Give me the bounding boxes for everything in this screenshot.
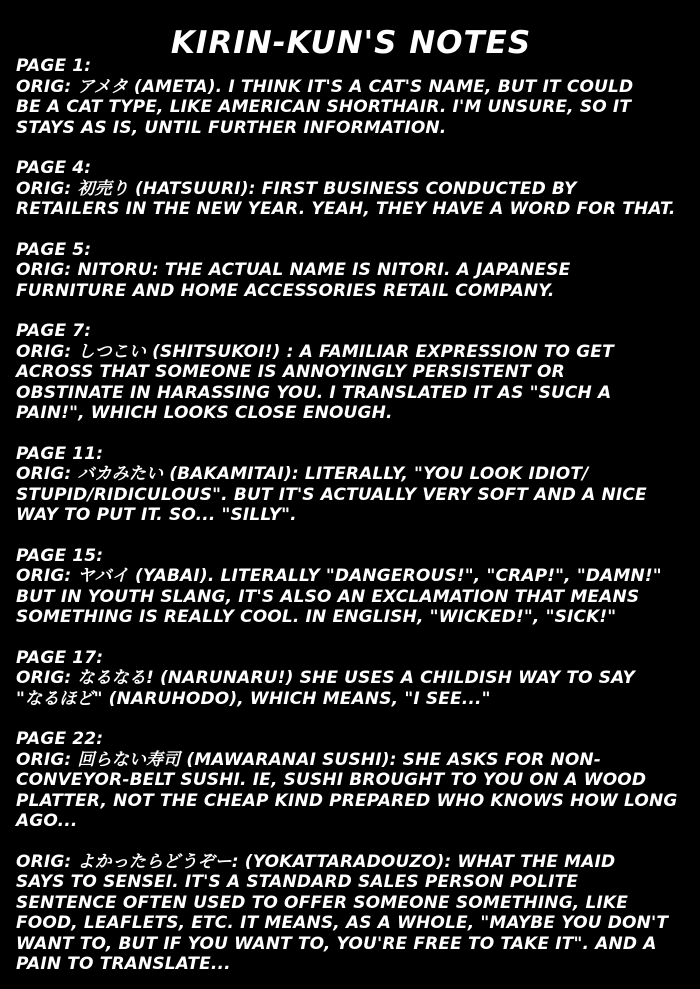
note-text-line: ORIG: しつこい (SHITSUKOI!) : A FAMILIAR EXPRESSION TO GET xyxy=(16,341,614,362)
note-text-line: STAYS AS IS, UNTIL FURTHER INFORMATION. xyxy=(16,117,447,138)
note-page-17 xyxy=(16,648,686,710)
note-page-11 xyxy=(16,444,686,526)
note-text-line: PAIN TO TRANSLATE... xyxy=(16,954,231,974)
note-text-line: SENTENCE OFTEN USED TO OFFER SOMEONE SOMETHING, LIKE xyxy=(16,892,629,913)
note-heading: PAGE 22: xyxy=(16,729,104,749)
note-text-line: RETAILERS IN THE NEW YEAR. YEAH, THEY HAVE A WORD FOR THAT. xyxy=(16,199,676,219)
note-text-line: FURNITURE AND HOME ACCESSORIES RETAIL COMPANY. xyxy=(16,280,555,301)
page-title: KIRIN-KUN'S NOTES xyxy=(170,25,532,61)
note-text-line: WANT TO, BUT IF YOU WANT TO, YOU'RE FREE TO TAKE IT". AND A xyxy=(16,933,657,954)
note-text-line: ORIG: よかったらどうぞー: (YOKATTARADOUZO): WHAT THE MAID xyxy=(16,851,616,872)
note-text-line: STUPID/RIDICULOUS". BUT IT'S ACTUALLY VERY SOFT AND A NICE xyxy=(16,484,647,505)
note-text-line: AGO... xyxy=(16,811,78,831)
note-heading: PAGE 7: xyxy=(16,321,92,341)
note-heading: PAGE 4: xyxy=(16,158,92,178)
note-page-22-maid xyxy=(16,852,686,975)
note-heading: PAGE 1: xyxy=(16,56,92,76)
note-page-1 xyxy=(16,56,686,138)
note-text-line: ORIG: 初売り (HATSUURI): FIRST BUSINESS CONDUCTED BY xyxy=(16,178,577,199)
note-text-line: ORIG: アメタ (AMETA). I THINK IT'S A CAT'S NAME, BUT IT COULD xyxy=(16,76,634,97)
note-page-15 xyxy=(16,546,686,628)
note-text-line: ORIG: NITORU: THE ACTUAL NAME IS NITORI. A JAPANESE xyxy=(16,260,571,280)
note-page-7 xyxy=(16,321,686,424)
note-text-line: BUT IN YOUTH SLANG, IT'S ALSO AN EXCLAMATION THAT MEANS xyxy=(16,586,640,607)
note-heading: PAGE 11: xyxy=(16,443,104,464)
note-heading: PAGE 15: xyxy=(16,545,104,566)
note-text-line: WAY TO PUT IT. SO... "SILLY". xyxy=(16,505,297,525)
note-page-22 xyxy=(16,729,686,832)
note-text-line: ORIG: バカみたい (BAKAMITAI): LITERALLY, "YOU LOOK IDIOT/ xyxy=(16,464,589,484)
note-heading: PAGE 17: xyxy=(16,647,104,668)
note-text-line: ORIG: 回らない寿司 (MAWARANAI SUSHI): SHE ASKS FOR NON- xyxy=(16,749,602,770)
note-text-line: SAYS TO SENSEI. IT'S A STANDARD SALES PERSON POLITE xyxy=(16,872,579,892)
note-text-line: FOOD, LEAFLETS, ETC. IT MEANS, AS A WHOLE, "MAYBE YOU DON'T xyxy=(16,913,669,933)
note-text-line: PAIN!", WHICH LOOKS CLOSE ENOUGH. xyxy=(16,403,393,423)
note-text-line: PLATTER, NOT THE CHEAP KIND PREPARED WHO KNOWS HOW LONG xyxy=(16,790,678,811)
note-text-line: BE A CAT TYPE, LIKE AMERICAN SHORTHAIR. I'M UNSURE, SO IT xyxy=(16,97,632,117)
note-text-line: ACROSS THAT SOMEONE IS ANNOYINGLY PERSISTENT OR xyxy=(16,362,565,382)
note-page-4 xyxy=(16,158,686,220)
note-text-line: SOMETHING IS REALLY COOL. IN ENGLISH, "WICKED!", "SICK!" xyxy=(16,607,617,627)
note-text-line: ORIG: なるなる! (NARUNARU!) SHE USES A CHILDISH WAY TO SAY xyxy=(16,668,635,688)
note-text-line: OBSTINATE IN HARASSING YOU. I TRANSLATED IT AS "SUCH A xyxy=(16,382,612,403)
note-text-line: ORIG: ヤバイ (YABAI). LITERALLY "DANGEROUS!", "CRAP!", "DAMN!" xyxy=(16,566,662,586)
note-heading: PAGE 5: xyxy=(16,239,92,260)
note-text-line: CONVEYOR-BELT SUSHI. IE, SUSHI BROUGHT TO YOU ON A WOOD xyxy=(16,770,647,790)
note-text-line: "なるほど" (NARUHODO), WHICH MEANS, "I SEE..." xyxy=(16,688,491,709)
note-page-5 xyxy=(16,240,686,302)
